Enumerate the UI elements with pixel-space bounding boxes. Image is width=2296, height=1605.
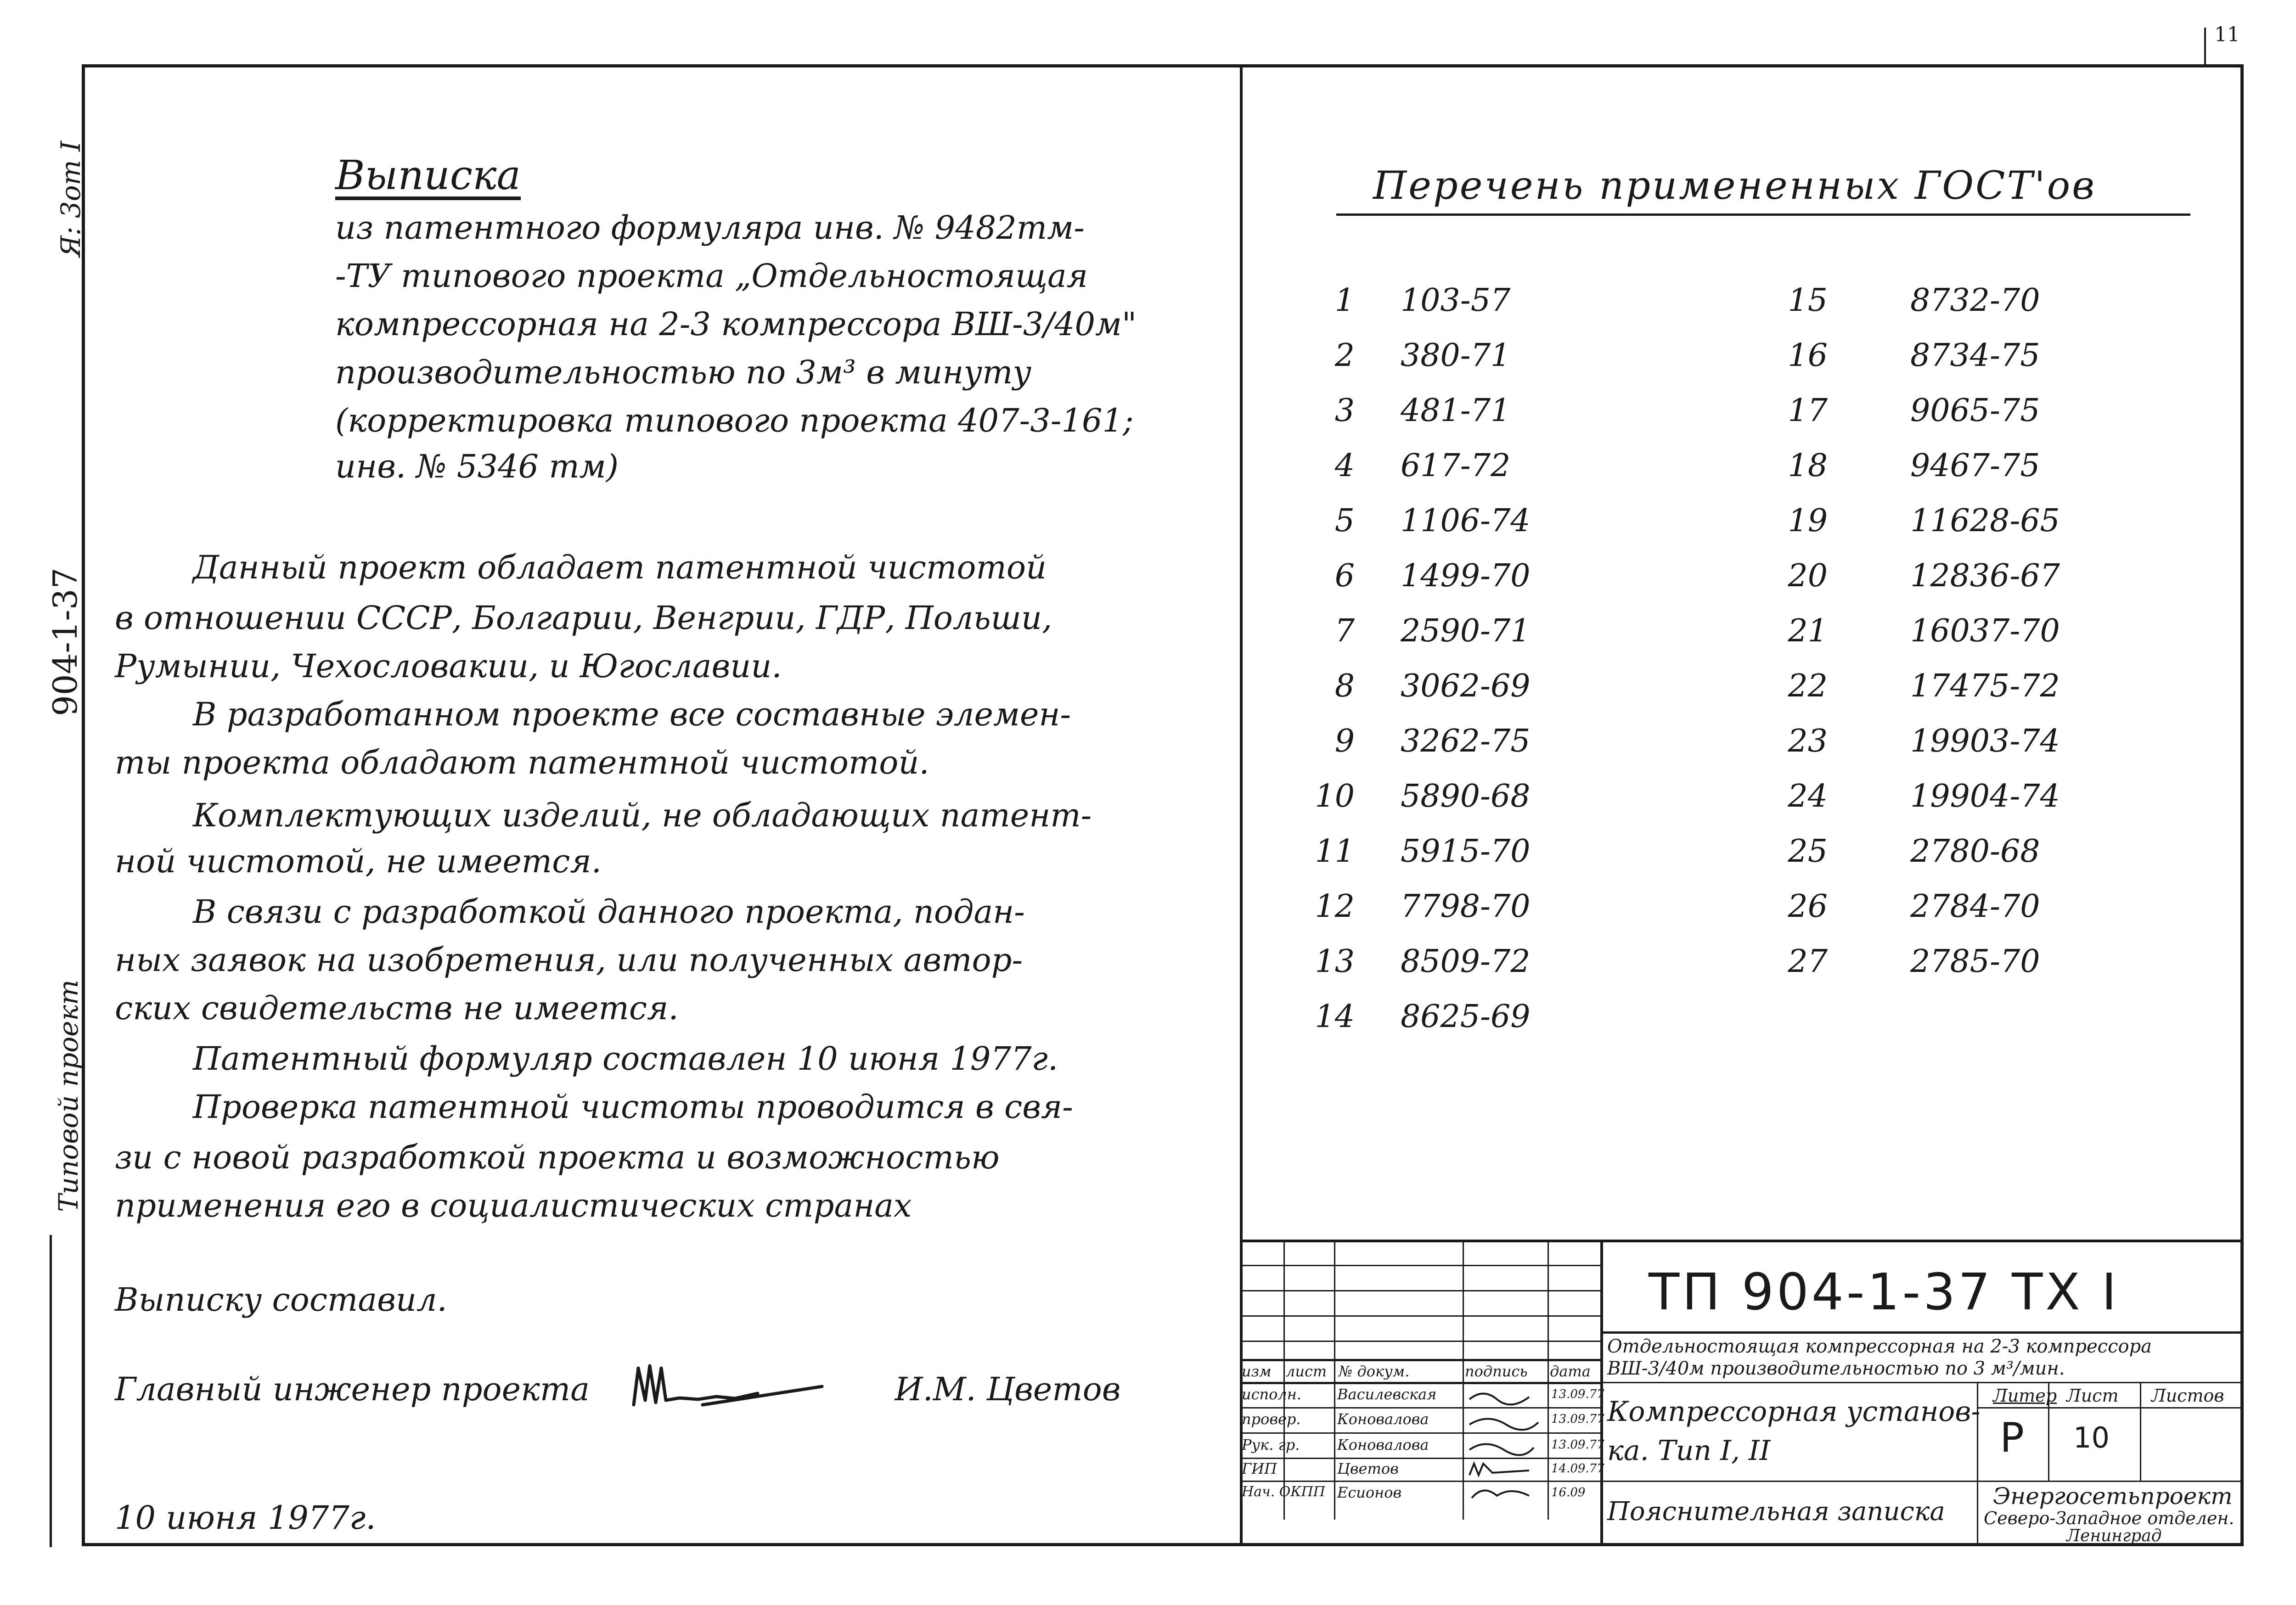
role-label: ГИП (1242, 1460, 1277, 1477)
stamp-line (1240, 1240, 2244, 1242)
litera-value: Р (2000, 1414, 2025, 1461)
gost-code: 1106-74 (1401, 503, 1531, 539)
gost-number: 21 (1788, 613, 1828, 649)
gost-number: 14 (1315, 999, 1355, 1035)
body-line: ных заявок на изобретения, или полученных автор- (115, 941, 1023, 979)
gost-number: 4 (1334, 448, 1355, 484)
gost-list-title: Перечень примененных ГОСТ'ов (1373, 163, 2097, 208)
gost-code: 5915-70 (1401, 833, 1531, 870)
gost-code: 1499-70 (1401, 558, 1531, 594)
body-line: ты проекта обладают патентной чистотой. (115, 744, 929, 781)
stamp-description-2: ВШ-3/40м производительностью по 3 м³/мин. (1607, 1358, 2065, 1379)
extract-title: Выписка (335, 152, 521, 199)
gost-number: 25 (1788, 833, 1828, 870)
role-date: 13.09.77 (1551, 1412, 1604, 1426)
stamp-line (1600, 1481, 2244, 1482)
gost-number: 23 (1788, 723, 1828, 759)
role-name: Есионов (1337, 1484, 1402, 1501)
margin-rule (50, 1235, 52, 1547)
body-line: зи с новой разработкой проекта и возможностью (115, 1139, 1000, 1176)
gost-code: 11628-65 (1910, 503, 2060, 539)
litera-label: Литер (1993, 1386, 2057, 1406)
gost-number: 27 (1788, 943, 1828, 980)
gost-code: 8732-70 (1910, 282, 2040, 319)
gost-code: 481-71 (1401, 393, 1511, 429)
engineer-title: Главный инженер проекта (115, 1370, 590, 1408)
gost-code: 17475-72 (1910, 668, 2060, 704)
gost-code: 9065-75 (1910, 393, 2040, 429)
stamp-designation: ТП 904-1-37 ТХ I (1649, 1263, 2120, 1321)
gost-code: 8509-72 (1401, 943, 1531, 980)
gost-number: 6 (1334, 558, 1355, 594)
margin-project-type: Типовой проект (53, 979, 84, 1212)
body-line: Данный проект обладает патентной чистотой (193, 549, 1047, 586)
gost-number: 9 (1334, 723, 1355, 759)
gost-number: 13 (1315, 943, 1355, 980)
stamp-line (1463, 1240, 1464, 1520)
role-name: Коновалова (1337, 1436, 1429, 1453)
stamp-line (1283, 1240, 1285, 1520)
col-header: подпись (1465, 1363, 1528, 1380)
intro-line: инв. № 5346 тм) (335, 448, 619, 485)
gost-number: 10 (1315, 778, 1355, 814)
intro-line: производительностью по 3м³ в минуту (335, 354, 1032, 391)
body-line: ной чистотой, не имеется. (115, 842, 602, 880)
margin-project-code: 904-1-37 (46, 567, 84, 716)
gost-list-title-underline (1336, 213, 2190, 216)
org-city: Ленинград (2066, 1526, 2162, 1545)
signature-image (629, 1354, 868, 1423)
gost-code: 380-71 (1401, 337, 1511, 374)
intro-line: (корректировка типового проекта 407-3-161; (335, 402, 1134, 439)
gost-code: 103-57 (1401, 282, 1511, 319)
gost-number: 8 (1334, 668, 1355, 704)
gost-number: 24 (1788, 778, 1828, 814)
col-header: № докум. (1339, 1363, 1410, 1380)
stamp-signatures (1465, 1386, 1545, 1505)
stamp-line (1600, 1331, 2244, 1334)
gost-code: 617-72 (1401, 448, 1511, 484)
gost-code: 2784-70 (1910, 888, 2040, 925)
gost-code: 3062-69 (1401, 668, 1531, 704)
gost-code: 8734-75 (1910, 337, 2040, 374)
role-label: Рук. гр. (1242, 1436, 1300, 1453)
body-line: В разработанном проекте все составные элемен- (193, 696, 1071, 733)
body-line: в отношении СССР, Болгарии, Венгрии, ГДР, Польши, (115, 599, 1052, 637)
stamp-line (1548, 1240, 1549, 1520)
body-line: Патентный формуляр составлен 10 июня 1977г. (193, 1040, 1058, 1077)
gost-number: 15 (1788, 282, 1828, 319)
gost-number: 19 (1788, 503, 1828, 539)
gost-number: 5 (1334, 503, 1355, 539)
body-line: Комплектующих изделий, не обладающих патент- (193, 797, 1092, 834)
gost-number: 22 (1788, 668, 1828, 704)
margin-top-note: Я: 3от I (55, 141, 86, 257)
role-date: 14.09.77 (1551, 1462, 1604, 1476)
gost-code: 7798-70 (1401, 888, 1531, 925)
body-line: Румынии, Чехословакии, и Югославии. (115, 647, 782, 685)
compiled-by: Выписку составил. (115, 1281, 447, 1319)
engineer-name: И.М. Цветов (895, 1370, 1121, 1408)
gost-number: 3 (1334, 393, 1355, 429)
gost-code: 19903-74 (1910, 723, 2060, 759)
body-line: ских свидетельств не имеется. (115, 989, 679, 1027)
stamp-object-1: Компрессорная установ- (1607, 1396, 1981, 1428)
gost-number: 11 (1315, 833, 1355, 870)
gost-number: 12 (1315, 888, 1355, 925)
engineer-row (115, 1370, 1121, 1408)
intro-line: компрессорная на 2-3 компрессора ВШ-3/40м" (335, 305, 1137, 343)
gost-code: 19904-74 (1910, 778, 2060, 814)
col-header: дата (1550, 1363, 1591, 1380)
gost-code: 2780-68 (1910, 833, 2040, 870)
stamp-line (1600, 1382, 2244, 1383)
gost-code: 8625-69 (1401, 999, 1531, 1035)
gost-number: 16 (1788, 337, 1828, 374)
stamp-line (1977, 1407, 2244, 1409)
role-name: Василевская (1337, 1386, 1437, 1403)
gost-code: 2785-70 (1910, 943, 2040, 980)
gost-code: 2590-71 (1401, 613, 1531, 649)
gost-code: 9467-75 (1910, 448, 2040, 484)
gost-number: 2 (1334, 337, 1355, 374)
stamp-doc-name: Пояснительная записка (1607, 1497, 1945, 1526)
body-line: В связи с разработкой данного проекта, подан- (193, 893, 1025, 931)
gost-number: 17 (1788, 393, 1828, 429)
role-date: 13.09.77 (1551, 1438, 1604, 1452)
sheet-label: Лист (2066, 1386, 2119, 1406)
sheet-number: 11 (2214, 23, 2240, 46)
role-label: Нач. ОКПП (1242, 1484, 1325, 1500)
gost-code: 5890-68 (1401, 778, 1531, 814)
org-branch: Северо-Западное отделен. (1984, 1508, 2234, 1528)
title-block (1240, 1240, 2244, 1546)
stamp-line (1334, 1240, 1335, 1520)
sheets-label: Листов (2151, 1386, 2224, 1406)
intro-line: из патентного формуляра инв. № 9482тм- (335, 209, 1085, 247)
role-name: Цветов (1337, 1460, 1399, 1477)
sheet-number-tick (2204, 28, 2206, 64)
gost-code: 3262-75 (1401, 723, 1531, 759)
col-header: изм (1242, 1363, 1272, 1380)
gost-number: 20 (1788, 558, 1828, 594)
role-label: исполн. (1242, 1386, 1302, 1403)
role-date: 13.09.77 (1551, 1387, 1604, 1401)
extract-date: 10 июня 1977г. (115, 1499, 376, 1537)
gost-code: 12836-67 (1910, 558, 2060, 594)
role-date: 16.09 (1551, 1486, 1586, 1499)
gost-number: 18 (1788, 448, 1828, 484)
stamp-description-1: Отдельностоящая компрессорная на 2-3 компрессора (1607, 1336, 2152, 1357)
gost-number: 7 (1334, 613, 1355, 649)
gost-code: 16037-70 (1910, 613, 2060, 649)
gost-number: 26 (1788, 888, 1828, 925)
body-line: Проверка патентной чистоты проводится в свя- (193, 1088, 1073, 1126)
gost-number: 1 (1334, 282, 1355, 319)
stamp-object-2: ка. Тип I, II (1607, 1435, 1771, 1467)
role-label: провер. (1242, 1410, 1301, 1428)
org-name: Энергосетьпроект (1993, 1483, 2233, 1510)
body-line: применения его в социалистических странах (115, 1187, 912, 1224)
stamp-line (2140, 1382, 2141, 1481)
col-header: лист (1286, 1363, 1327, 1380)
role-name: Коновалова (1337, 1410, 1429, 1428)
sheet-value: 10 (2073, 1421, 2110, 1454)
intro-line: -ТУ типового проекта „Отдельностоящая (335, 257, 1088, 295)
